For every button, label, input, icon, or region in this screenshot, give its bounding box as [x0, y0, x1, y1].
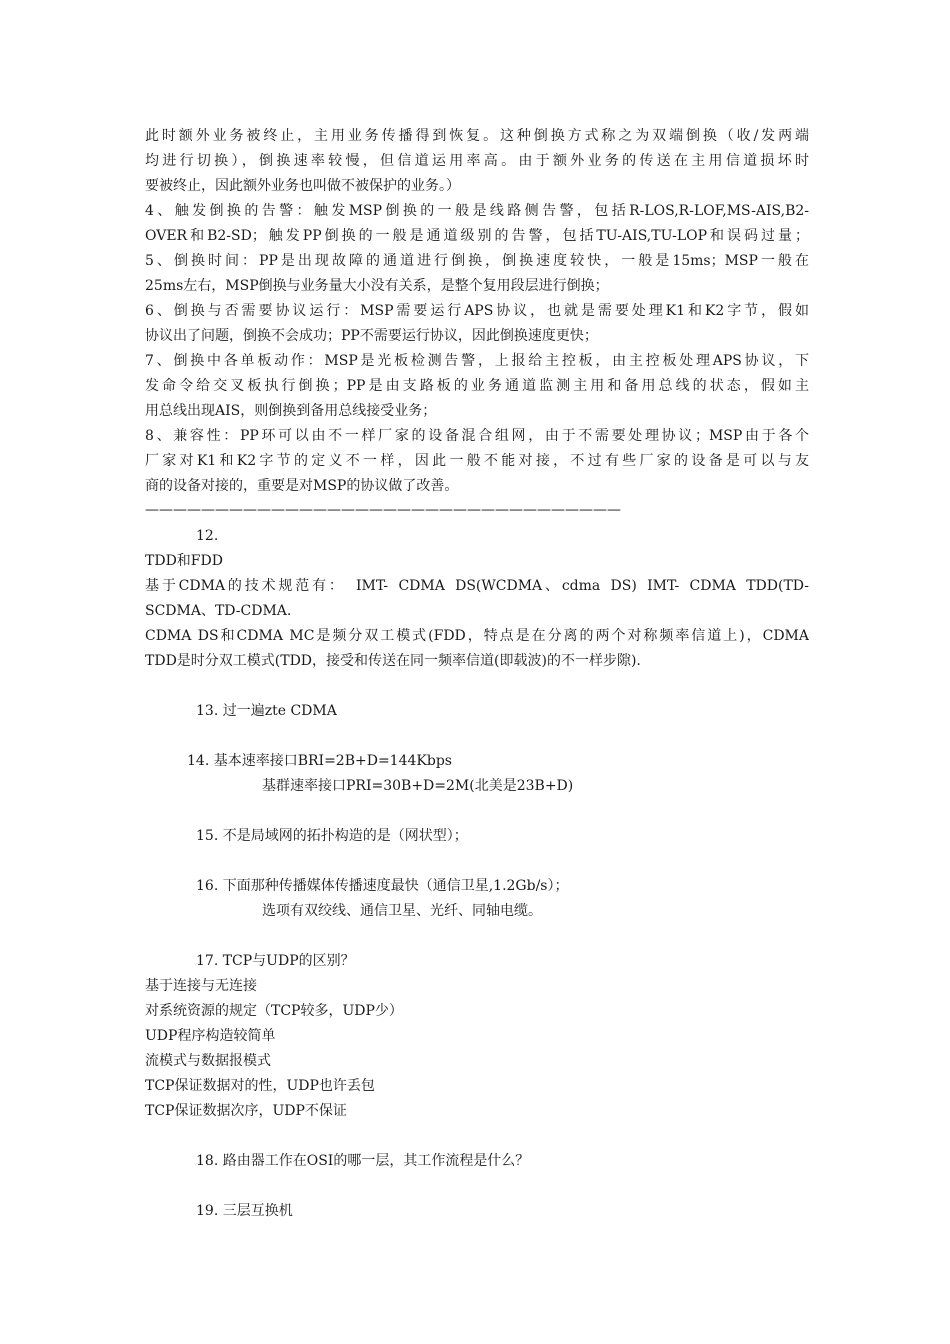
question-18: 18. 路由器工作在OSI的哪一层，其工作流程是什么？: [196, 1153, 530, 1169]
question-16-line2: 选项有双绞线、通信卫星、光纤、同轴电缆。: [262, 903, 542, 919]
question-12-title: TDD和FDD: [145, 553, 223, 569]
paragraph-line: 用总线出现AIS，则倒换到备用总线接受业务；: [145, 403, 437, 419]
paragraph-line: 协议出了问题，倒换不会成功；PP不需要运行协议，因此倒换速度更快；: [145, 328, 598, 344]
paragraph-line: 厂家对K1和K2字节的定义不一样，因此一般不能对接，不过有些厂家的设备是可以与友: [145, 453, 809, 469]
question-12-number: 12.: [196, 528, 219, 544]
paragraph-line: 均进行切换），倒换速率较慢，但信道运用率高。由于额外业务的传送在主用信道损坏时: [145, 153, 809, 169]
question-12-line: SCDMA、TD-CDMA.: [145, 603, 292, 619]
question-15: 15. 不是局域网的拓扑构造的是（网状型）；: [196, 828, 468, 844]
paragraph-line: 5、倒换时间：PP是出现故障的通道进行倒换，倒换速度较快，一般是15ms；MSP一般在: [145, 253, 809, 269]
paragraph-line: 发命令给交叉板执行倒换；PP是由支路板的业务通道监测主用和备用总线的状态，假如主: [145, 378, 809, 394]
question-17-item: TCP保证数据次序，UDP不保证: [145, 1103, 347, 1119]
paragraph-line: 要被终止，因此额外业务也叫做不被保护的业务。）: [145, 178, 460, 194]
question-17-item: TCP保证数据对的性，UDP也许丢包: [145, 1078, 375, 1094]
paragraph-line: 商的设备对接的，重要是对MSP的协议做了改善。: [145, 478, 459, 494]
question-12-line: TDD是时分双工模式(TDD，接受和传送在同一频率信道(即载波)的不一样步隙).: [145, 653, 641, 669]
question-17-title: 17. TCP与UDP的区别？: [196, 953, 355, 969]
paragraph-line: 8、兼容性：PP环可以由不一样厂家的设备混合组网，由于不需要处理协议；MSP由于各个: [145, 428, 809, 444]
paragraph-line: 25ms左右，MSP倒换与业务量大小没有关系，是整个复用段层进行倒换；: [145, 278, 609, 294]
question-17-item: 对系统资源的规定（TCP较多，UDP少）: [145, 1003, 403, 1019]
question-14-line2: 基群速率接口PRI=30B+D=2M(北美是23B+D): [262, 778, 574, 794]
question-17-item: UDP程序构造较简单: [145, 1028, 276, 1044]
question-17-item: 流模式与数据报模式: [145, 1053, 271, 1069]
divider-line: ——————————————————————————————————: [145, 502, 621, 518]
paragraph-line: 6、倒换与否需要协议运行：MSP需要运行APS协议，也就是需要处理K1和K2字节，假如: [145, 303, 809, 319]
question-19: 19. 三层互换机: [196, 1203, 293, 1219]
paragraph-line: 7、倒换中各单板动作：MSP是光板检测告警，上报给主控板，由主控板处理APS协议，下: [145, 353, 809, 369]
paragraph-line: 此时额外业务被终止，主用业务传播得到恢复。这种倒换方式称之为双端倒换（收/发两端: [145, 128, 809, 144]
question-12-line: 基于CDMA的技术规范有： IMT- CDMA DS(WCDMA、cdma DS) IMT- CDMA TDD(TD-: [145, 578, 809, 594]
question-17-item: 基于连接与无连接: [145, 978, 257, 994]
question-14-line1: 14. 基本速率接口BRI=2B+D=144Kbps: [187, 753, 452, 769]
question-16-line1: 16. 下面那种传播媒体传播速度最快（通信卫星,1.2Gb/s）；: [196, 878, 569, 894]
question-13: 13. 过一遍zte CDMA: [196, 703, 337, 719]
paragraph-line: OVER和B2-SD；触发PP倒换的一般是通道级别的告警，包括TU-AIS,TU-LOP和误码过量；: [145, 228, 809, 244]
paragraph-line: 4、触发倒换的告警：触发MSP倒换的一般是线路侧告警，包括R-LOS,R-LOF,MS-AIS,B2-: [145, 203, 809, 219]
question-12-line: CDMA DS和CDMA MC是频分双工模式(FDD，特点是在分离的两个对称频率信道上)，CDMA: [145, 628, 809, 644]
